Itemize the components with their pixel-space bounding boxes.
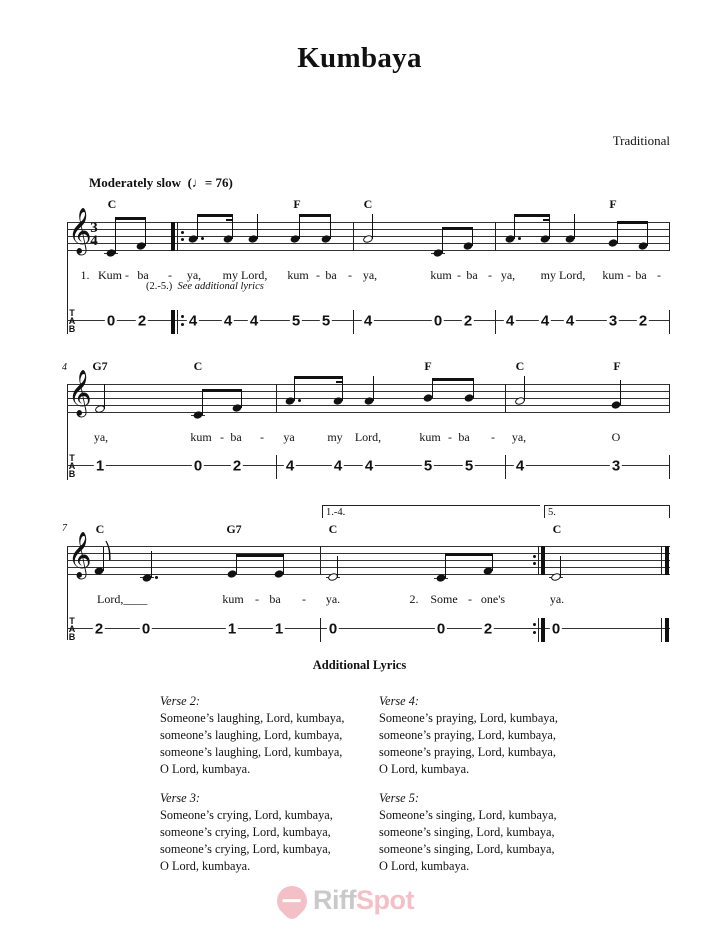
tab-fret-number: 3 — [608, 312, 618, 330]
dot — [298, 399, 301, 402]
chord-symbol: C — [107, 197, 117, 211]
lyric-syllable: Some — [430, 592, 458, 606]
lyric-hyphen: - — [316, 268, 320, 282]
note-stem — [432, 378, 433, 398]
beam — [543, 219, 550, 221]
note-stem — [299, 214, 300, 239]
lyric-syllable: kum — [222, 592, 244, 606]
lyric-syllable: ba — [458, 430, 470, 444]
lyric-hyphen: - — [657, 268, 661, 282]
tab-fret-number: 0 — [328, 620, 338, 638]
lyric-syllable: O — [611, 430, 621, 444]
verse-block — [160, 790, 333, 875]
repeat-dot — [533, 562, 536, 565]
tab-fret-number: 0 — [433, 312, 443, 330]
tab-fret-number: 4 — [540, 312, 550, 330]
chord-symbol: C — [328, 522, 338, 536]
tab-fret-number: 0 — [551, 620, 561, 638]
note-stem — [442, 227, 443, 253]
repeat-dot — [181, 238, 184, 241]
composer: Traditional — [612, 133, 670, 148]
note-stem — [560, 556, 561, 577]
logo-wordmark — [313, 885, 414, 916]
measure-number: 7 — [62, 523, 67, 534]
note-stem — [330, 214, 331, 239]
tab-fret-number: 4 — [188, 312, 198, 330]
tempo-metronome: (♩= 76) — [187, 175, 233, 190]
verse-line: Someone’s praying, Lord, kumbaya, — [379, 711, 558, 725]
verse-line: Someone’s singing, Lord, kumbaya, — [379, 808, 557, 822]
tab-line — [67, 628, 670, 629]
note-stem — [620, 380, 621, 405]
verse-line: someone’s singing, Lord, kumbaya, — [379, 842, 555, 856]
beam — [336, 381, 343, 383]
note-stem — [197, 214, 198, 239]
see-additional-lyrics: See additional lyrics — [177, 281, 264, 292]
repeat-dot — [533, 631, 536, 634]
tab-barline — [177, 310, 178, 334]
lyric-syllable: ya. — [549, 592, 565, 606]
repeat-dot — [181, 315, 184, 318]
lyric-syllable: 1. — [80, 268, 90, 282]
song-title: Kumbaya — [297, 42, 422, 74]
tab-fret-number: 4 — [249, 312, 259, 330]
beam — [197, 214, 233, 217]
tab-fret-number: 5 — [423, 457, 433, 475]
lyric-syllable: ya, — [500, 268, 516, 282]
staff-line — [67, 546, 670, 547]
tab-fret-number: 2 — [483, 620, 493, 638]
note-stem — [151, 551, 152, 578]
tab-fret-number: 4 — [333, 457, 343, 475]
lyric-syllable: Lord,____ — [97, 592, 148, 606]
barline — [661, 546, 662, 575]
lyric-hyphen: - — [448, 430, 452, 444]
note-stem — [232, 214, 233, 239]
beam — [432, 378, 474, 381]
tab-fret-number: 5 — [291, 312, 301, 330]
tab-fret-number: 0 — [193, 457, 203, 475]
verse-range: (2.-5.) — [146, 281, 173, 292]
chord-symbol: C — [552, 522, 562, 536]
flag-icon: ⎞ — [104, 543, 112, 560]
tab-t: T — [69, 453, 75, 463]
tab-fret-number: 2 — [137, 312, 147, 330]
note-stem — [514, 214, 515, 239]
beam — [115, 217, 146, 220]
tab-barline — [538, 618, 539, 642]
tab-barline — [353, 310, 354, 334]
note-stem — [473, 378, 474, 398]
tab-t: T — [69, 616, 75, 626]
logo-riff: Riff — [313, 885, 356, 915]
tab-final-barline — [665, 618, 669, 642]
barline — [669, 222, 670, 251]
barline — [320, 546, 321, 575]
note-stem — [115, 217, 116, 253]
tab-fret-number: 4 — [285, 457, 295, 475]
staff-line — [67, 222, 670, 223]
tab-fret-number: 4 — [223, 312, 233, 330]
staff-line — [67, 391, 670, 392]
lyric-hyphen: - — [488, 268, 492, 282]
barline — [276, 384, 277, 413]
lyric-syllable: 2. — [409, 592, 419, 606]
lyric-syllable: kum — [287, 268, 309, 282]
lyric-syllable: ya, — [511, 430, 527, 444]
tab-barline — [495, 310, 496, 334]
time-sig-top: 3 — [90, 220, 98, 236]
staff-line — [67, 250, 670, 251]
tempo-text: Moderately slow — [89, 175, 182, 190]
note-stem — [236, 554, 237, 574]
beam — [514, 214, 550, 217]
staff-line — [67, 405, 670, 406]
beam — [294, 376, 343, 379]
chord-symbol: C — [193, 359, 203, 373]
verse-line: Someone’s crying, Lord, kumbaya, — [160, 808, 333, 822]
note-stem — [445, 553, 446, 578]
tab-repeat-end — [541, 618, 545, 642]
guitar-pick-icon — [271, 879, 313, 921]
staff-line — [67, 567, 670, 568]
lyric-syllable: ya, — [93, 430, 109, 444]
verse-line: O Lord, kumbaya. — [160, 762, 251, 776]
treble-clef-icon: 𝄞 — [68, 208, 92, 254]
tab-barline — [661, 618, 662, 642]
volta-first-ending: 1.-4. — [322, 505, 540, 518]
measure-number: 4 — [62, 362, 67, 373]
barline — [353, 222, 354, 251]
tab-fret-number: 3 — [611, 457, 621, 475]
barline — [177, 222, 178, 251]
note-stem — [294, 376, 295, 401]
lyric-syllable: kum — [430, 268, 452, 282]
note-stem — [145, 217, 146, 246]
lyric-syllable: ba — [230, 430, 242, 444]
note-stem — [337, 556, 338, 577]
tab-fret-number: 5 — [464, 457, 474, 475]
note-stem — [574, 214, 575, 239]
verse-heading: Verse 2: — [160, 694, 200, 708]
chord-symbol: C — [363, 197, 373, 211]
tab-fret-number: 2 — [463, 312, 473, 330]
lyric-syllable: kum — [419, 430, 441, 444]
beam — [202, 389, 242, 392]
treble-clef-icon: 𝄞 — [68, 532, 92, 578]
tab-fret-number: 4 — [565, 312, 575, 330]
tab-barline — [669, 310, 670, 334]
note-stem — [342, 376, 343, 401]
lyric-hyphen: - — [125, 268, 129, 282]
tempo-marking — [89, 175, 233, 191]
tab-barline — [669, 455, 670, 479]
lyric-syllable: my — [327, 430, 343, 444]
note-stem — [283, 554, 284, 574]
barline — [495, 222, 496, 251]
verse-line: someone’s crying, Lord, kumbaya, — [160, 825, 331, 839]
chord-symbol: F — [613, 359, 621, 373]
dot — [201, 237, 204, 240]
lyric-syllable: ya, — [362, 268, 378, 282]
lyric-hyphen: - — [168, 268, 172, 282]
verse-heading: Verse 3: — [160, 791, 200, 805]
lyric-syllable: ba — [635, 268, 647, 282]
tab-label — [67, 617, 77, 641]
dot — [518, 237, 521, 240]
repeat-start-barline — [171, 222, 175, 251]
verse-line: someone’s laughing, Lord, kumbaya, — [160, 728, 343, 742]
beam — [445, 553, 493, 556]
tab-fret-number: 0 — [436, 620, 446, 638]
verse-line: someone’s laughing, Lord, kumbaya, — [160, 745, 343, 759]
verse-block — [160, 693, 344, 778]
staff-line — [67, 560, 670, 561]
note-stem — [372, 214, 373, 239]
tab-b: B — [68, 469, 76, 479]
chord-symbol: G7 — [226, 522, 242, 536]
lyric-syllable: my Lord, — [222, 268, 268, 282]
barline — [669, 384, 670, 413]
final-barline — [665, 546, 669, 575]
repeat-dot — [181, 231, 184, 234]
verse-block — [379, 693, 558, 778]
repeat-end-barline — [541, 546, 545, 575]
beam — [617, 221, 648, 224]
staff-line — [67, 229, 670, 230]
tab-barline — [505, 455, 506, 479]
lyric-hyphen: - — [457, 268, 461, 282]
repeat-dot — [533, 555, 536, 558]
note-stem — [373, 376, 374, 401]
barline — [538, 546, 539, 575]
lyric-hyphen: - — [627, 268, 631, 282]
lyric-hyphen: - — [348, 268, 352, 282]
staff-line — [67, 384, 670, 385]
tab-a: A — [68, 624, 76, 634]
lyric-hyphen: - — [302, 592, 306, 606]
volta-second-ending: 5. — [544, 505, 670, 518]
tab-label — [67, 454, 77, 478]
lyric-syllable: kum — [190, 430, 212, 444]
tab-fret-number: 4 — [363, 312, 373, 330]
logo-spot: Spot — [355, 885, 414, 915]
verse-line: someone’s praying, Lord, kumbaya, — [379, 745, 556, 759]
tab-fret-number: 2 — [94, 620, 104, 638]
tab-fret-number: 2 — [638, 312, 648, 330]
chord-symbol: F — [293, 197, 301, 211]
beam — [299, 214, 331, 217]
verse-heading: Verse 5: — [379, 791, 419, 805]
tab-fret-number: 0 — [141, 620, 151, 638]
additional-lyrics-title: Additional Lyrics — [312, 658, 407, 672]
beam — [236, 554, 284, 557]
repeat-dot — [533, 623, 536, 626]
lyric-syllable: ba — [466, 268, 478, 282]
tab-fret-number: 1 — [95, 457, 105, 475]
verse-line: someone’s singing, Lord, kumbaya, — [379, 825, 555, 839]
lyric-syllable: my Lord, — [540, 268, 586, 282]
barline — [505, 384, 506, 413]
lyric-hyphen: - — [491, 430, 495, 444]
lyric-hyphen: - — [468, 592, 472, 606]
repeat-dot — [181, 323, 184, 326]
tab-fret-number: 1 — [227, 620, 237, 638]
beam — [442, 227, 473, 230]
lyric-hyphen: - — [220, 430, 224, 444]
chord-symbol: F — [609, 197, 617, 211]
lyric-syllable: one's — [480, 592, 506, 606]
lyric-hyphen: - — [255, 592, 259, 606]
tab-label — [67, 309, 77, 333]
treble-clef-icon: 𝄞 — [68, 370, 92, 416]
lyric-syllable: ba — [269, 592, 281, 606]
tab-fret-number: 2 — [232, 457, 242, 475]
note-stem — [257, 214, 258, 239]
time-signature — [88, 222, 100, 248]
note-stem — [647, 221, 648, 246]
riffspot-watermark — [277, 885, 414, 916]
note-stem — [104, 384, 105, 409]
tab-fret-number: 1 — [274, 620, 284, 638]
verse-line: someone’s praying, Lord, kumbaya, — [379, 728, 556, 742]
verse-line: O Lord, kumbaya. — [160, 859, 251, 873]
staff-line — [67, 243, 670, 244]
tab-barline — [276, 455, 277, 479]
lyric-syllable: Lord, — [354, 430, 382, 444]
chord-symbol: G7 — [92, 359, 108, 373]
time-sig-bottom: 4 — [90, 233, 98, 249]
dot — [155, 576, 158, 579]
lyric-syllable: Kum — [98, 268, 122, 282]
note-stem — [202, 389, 203, 415]
tab-fret-number: 5 — [321, 312, 331, 330]
tab-repeat-start — [171, 310, 175, 334]
tab-a: A — [68, 316, 76, 326]
lyric-syllable: kum — [602, 268, 624, 282]
lyric-syllable: ba — [325, 268, 337, 282]
verse-line: O Lord, kumbaya. — [379, 762, 470, 776]
lyric-hyphen: - — [260, 430, 264, 444]
staff-line — [67, 574, 670, 575]
tab-fret-number: 4 — [505, 312, 515, 330]
staff-line — [67, 412, 670, 413]
chord-symbol: C — [95, 522, 105, 536]
additional-lyrics-note — [146, 281, 264, 292]
tab-barline — [320, 618, 321, 642]
staff-line — [67, 553, 670, 554]
verse-line: Someone’s laughing, Lord, kumbaya, — [160, 711, 345, 725]
lyric-syllable: ya — [283, 430, 295, 444]
lyric-syllable: ba — [137, 268, 149, 282]
lyric-syllable: ya. — [325, 592, 341, 606]
tab-fret-number: 0 — [106, 312, 116, 330]
verse-line: O Lord, kumbaya. — [379, 859, 470, 873]
tab-b: B — [68, 632, 76, 642]
tab-b: B — [68, 324, 76, 334]
tab-a: A — [68, 461, 76, 471]
note-stem — [524, 376, 525, 401]
beam — [226, 219, 233, 221]
chord-symbol: C — [515, 359, 525, 373]
lyric-syllable: ya, — [186, 268, 202, 282]
chord-symbol: F — [424, 359, 432, 373]
note-stem — [549, 214, 550, 239]
verse-heading: Verse 4: — [379, 694, 419, 708]
verse-block — [379, 790, 557, 875]
note-stem — [617, 221, 618, 243]
tab-fret-number: 4 — [364, 457, 374, 475]
tab-fret-number: 4 — [515, 457, 525, 475]
tab-t: T — [69, 308, 75, 318]
verse-line: someone’s crying, Lord, kumbaya, — [160, 842, 331, 856]
